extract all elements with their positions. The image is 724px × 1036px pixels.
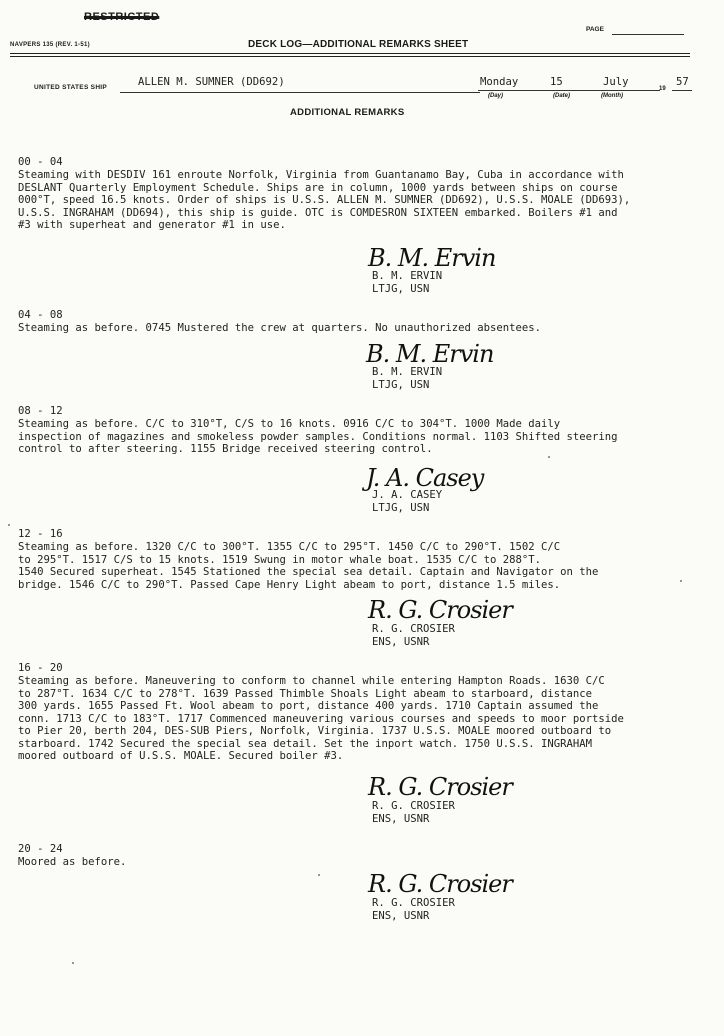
signer-rank: LTJG, USN — [372, 502, 430, 514]
watch-heading: 12 - 16 — [18, 528, 63, 540]
handwritten-signature: R. G. Crosier — [368, 596, 512, 624]
header-rule-bottom — [10, 56, 690, 57]
signer-rank: ENS, USNR — [372, 636, 430, 648]
signer-rank: ENS, USNR — [372, 813, 430, 825]
signer-name: R. G. CROSIER — [372, 800, 455, 812]
scan-speck — [72, 962, 74, 964]
signer-name: R. G. CROSIER — [372, 623, 455, 635]
page-label: PAGE — [586, 26, 604, 33]
form-title: DECK LOG—ADDITIONAL REMARKS SHEET — [248, 39, 469, 50]
signer-name: R. G. CROSIER — [372, 897, 455, 909]
handwritten-signature: J. A. Casey — [366, 464, 484, 492]
signer-rank: ENS, USNR — [372, 910, 430, 922]
day-caption: (Day) — [488, 93, 504, 99]
scan-speck — [8, 524, 10, 526]
year-value: 57 — [676, 76, 689, 88]
handwritten-signature: B. M. Ervin — [368, 244, 496, 272]
day-value: Monday — [480, 76, 519, 88]
watch-heading: 16 - 20 — [18, 662, 63, 674]
date-caption: (Date) — [553, 93, 571, 99]
month-line — [596, 90, 660, 91]
scan-speck — [318, 874, 320, 876]
signer-rank: LTJG, USN — [372, 283, 430, 295]
log-entry: Steaming with DESDIV 161 enroute Norfolk, Virginia from Guantanamo Bay, Cuba in accordance with DESLANT Quarterly Employment Schedule. Ships are in column, 1000 yards between ships on course 000°T, speed 16.5 knots. Order of ships is U.S.S. ALLEN M. SUMNER (DD692), U.S.S. MOALE (DD693), U.S.S. INGRAHAM (DD694), this ship is guide. OTC is COMDESRON SIXTEEN embarked. Boilers #1 and #3 with superheat and generator #1 in use. — [18, 169, 631, 231]
ship-label: UNITED STATES SHIP — [34, 84, 108, 91]
signer-rank: LTJG, USN — [372, 379, 430, 391]
date-line — [546, 90, 596, 91]
handwritten-signature: R. G. Crosier — [368, 773, 512, 801]
watch-heading: 00 - 04 — [18, 156, 63, 168]
ship-name-line — [120, 92, 480, 93]
log-entry: Moored as before. — [18, 856, 127, 868]
ship-name: ALLEN M. SUMNER (DD692) — [138, 76, 285, 88]
log-entry: Steaming as before. 1320 C/C to 300°T. 1355 C/C to 295°T. 1450 C/C to 290°T. 1502 C/C to 295°T. 1517 C/S to 15 knots. 1519 Swung in motor whale boat. 1535 C/C to 288°T. 1540 Secured superheat. 1545 Stationed the special sea detail. Captain and Navigator on the bridge. 1546 C/C to 290°T. Passed Cape Henry Light abeam to port, distance 1.5 miles. — [18, 541, 599, 591]
handwritten-signature: R. G. Crosier — [368, 870, 512, 898]
log-entry: Steaming as before. C/C to 310°T, C/S to 16 knots. 0916 C/C to 304°T. 1000 Made daily inspection of magazines and smokeless powder samples. Conditions normal. 1103 Shifted steering control to after steering. 1155 Bridge received steering control. — [18, 418, 618, 455]
handwritten-signature: B. M. Ervin — [366, 340, 494, 368]
header-rule-top — [10, 53, 690, 54]
signer-name: B. M. ERVIN — [372, 366, 443, 378]
month-value: July — [603, 76, 629, 88]
scan-speck — [548, 456, 550, 458]
remarks-heading: ADDITIONAL REMARKS — [290, 107, 405, 118]
log-entry: Steaming as before. 0745 Mustered the crew at quarters. No unauthorized absentees. — [18, 322, 541, 334]
classification-stamp: RESTRICTED — [84, 11, 160, 23]
signer-name: J. A. CASEY — [372, 489, 443, 501]
form-id: NAVPERS 135 (REV. 1-51) — [10, 42, 90, 48]
month-caption: (Month) — [601, 93, 623, 99]
watch-heading: 04 - 08 — [18, 309, 63, 321]
year-prefix: 19 — [659, 86, 666, 92]
scan-speck — [680, 580, 682, 582]
log-entry: Steaming as before. Maneuvering to conform to channel while entering Hampton Roads. 1630 C/C to 287°T. 1634 C/C to 278°T. 1639 Passed Thimble Shoals Light abeam to starboard, distance 300 yards. 1655 Passed Ft. Wool abeam to port, distance 400 yards. 1710 Captain assumed the conn. 1713 C/C to 183°T. 1717 Commenced maneuvering various courses and speeds to moor portside to Pier 20, berth 204, DES-SUB Piers, Norfolk, Virginia. 1737 U.S.S. MOALE moored outboard to starboard. 1742 Secured the special sea detail. Set the inport watch. 1750 U.S.S. INGRAHAM moored outboard of U.S.S. MOALE. Secured boiler #3. — [18, 675, 624, 762]
watch-heading: 20 - 24 — [18, 843, 63, 855]
date-value: 15 — [550, 76, 563, 88]
year-line — [672, 90, 692, 91]
watch-heading: 08 - 12 — [18, 405, 63, 417]
signer-name: B. M. ERVIN — [372, 270, 443, 282]
day-line — [478, 90, 546, 91]
page-number-line — [612, 34, 684, 35]
